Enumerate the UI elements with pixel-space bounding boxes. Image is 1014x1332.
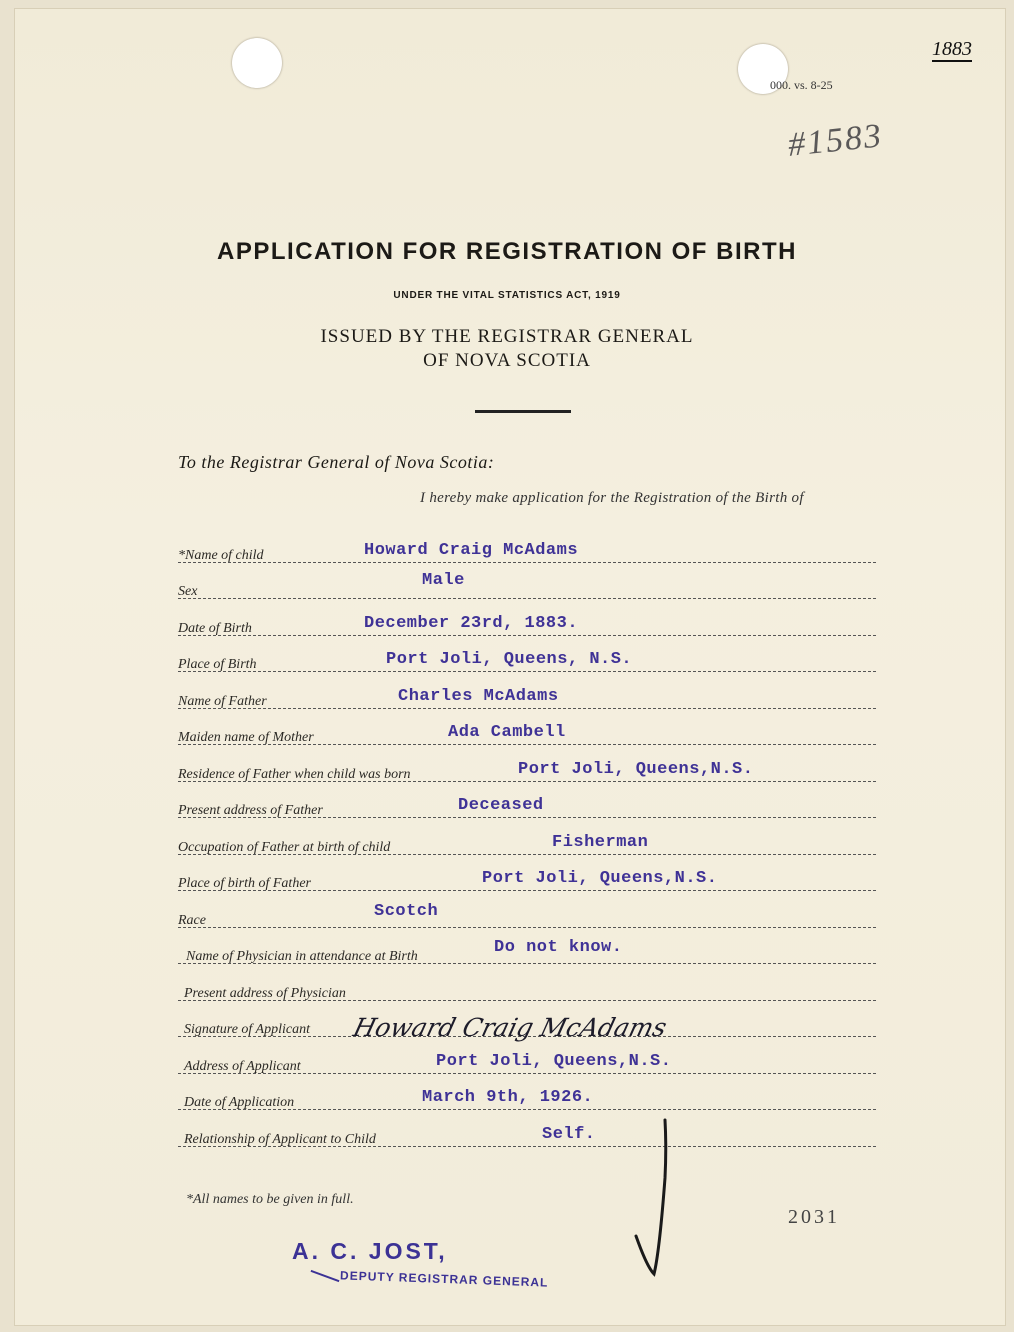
issuer-line-1: ISSUED BY THE REGISTRAR GENERAL (320, 326, 694, 347)
field-signature-of-applicant (178, 1010, 876, 1042)
field-value: December 23rd, 1883. (364, 614, 579, 633)
field-label: Date of Application (184, 1095, 295, 1110)
field-value: Deceased (458, 796, 544, 815)
field-maiden-name-of-mother (178, 718, 876, 745)
field-label: Present address of Physician (184, 986, 346, 1001)
footnote: *All names to be given in full. (186, 1192, 354, 1207)
handwritten-reference: #1583 (786, 117, 885, 164)
form-code: 000. vs. 8-25 (770, 78, 833, 92)
applicant-signature: Howard Craig McAdams (350, 1013, 670, 1042)
field-label: Date of Birth (178, 621, 252, 636)
field-name-of-child (178, 536, 876, 563)
field-race (178, 901, 876, 928)
field-value: Howard Craig McAdams (364, 541, 579, 560)
issuer-line-2: OF NOVA SCOTIA (423, 350, 591, 371)
field-label: Race (178, 913, 206, 928)
field-address-of-applicant (178, 1047, 876, 1074)
document-title: APPLICATION FOR REGISTRATION OF BIRTH (217, 238, 797, 265)
punch-hole-left (232, 38, 282, 88)
document-number: 2031 (788, 1206, 840, 1228)
field-present-address-of-father (178, 791, 876, 818)
stamp-title: DEPUTY REGISTRAR GENERAL (339, 1268, 549, 1290)
field-label: Maiden name of Mother (178, 730, 314, 745)
field-value: Male (422, 571, 465, 590)
field-label: Signature of Applicant (184, 1022, 310, 1037)
field-value: Charles McAdams (398, 687, 559, 706)
check-mark-icon (632, 1118, 682, 1278)
field-occupation-of-father (178, 828, 876, 855)
corner-number: 1883 (932, 38, 972, 60)
field-sex (178, 572, 876, 599)
field-label: Relationship of Applicant to Child (184, 1132, 376, 1147)
intro-text: I hereby make application for the Registration of the Birth of (420, 490, 804, 506)
field-value: Scotch (374, 902, 439, 921)
field-value: Do not know. (494, 938, 623, 957)
field-label: Occupation of Father at birth of child (178, 840, 391, 855)
field-value: March 9th, 1926. (422, 1088, 594, 1107)
field-residence-of-father (178, 755, 876, 782)
field-physician-name (178, 937, 876, 964)
field-physician-address (178, 974, 876, 1001)
field-label: Sex (178, 584, 198, 599)
field-label: Name of Father (178, 694, 267, 709)
title-rule (475, 410, 571, 413)
field-value: Port Joli, Queens,N.S. (518, 760, 754, 779)
field-label: Residence of Father when child was born (178, 767, 411, 782)
field-label: Name of Physician in attendance at Birth (186, 949, 418, 964)
field-label: Place of birth of Father (178, 876, 311, 891)
issuer (0, 325, 1014, 373)
field-value: Port Joli, Queens,N.S. (436, 1052, 672, 1071)
field-label: Present address of Father (178, 803, 323, 818)
field-value: Port Joli, Queens, N.S. (386, 650, 633, 669)
field-name-of-father (178, 682, 876, 709)
field-relationship-of-applicant (178, 1120, 876, 1147)
document-subtitle: UNDER THE VITAL STATISTICS ACT, 1919 (393, 290, 621, 301)
field-value: Ada Cambell (448, 723, 566, 742)
field-place-of-birth-of-father (178, 864, 876, 891)
field-label: Place of Birth (178, 657, 257, 672)
addressee: To the Registrar General of Nova Scotia: (178, 452, 495, 472)
field-place-of-birth (178, 645, 876, 672)
field-value: Self. (542, 1125, 596, 1144)
field-value: Fisherman (552, 833, 649, 852)
stamp-name: A. C. JOST, (292, 1238, 448, 1264)
field-date-of-birth (178, 609, 876, 636)
registrar-stamp (292, 1238, 549, 1290)
field-date-of-application (178, 1083, 876, 1110)
field-value: Port Joli, Queens,N.S. (482, 869, 718, 888)
field-label: Address of Applicant (184, 1059, 301, 1074)
field-label: *Name of child (178, 548, 264, 563)
